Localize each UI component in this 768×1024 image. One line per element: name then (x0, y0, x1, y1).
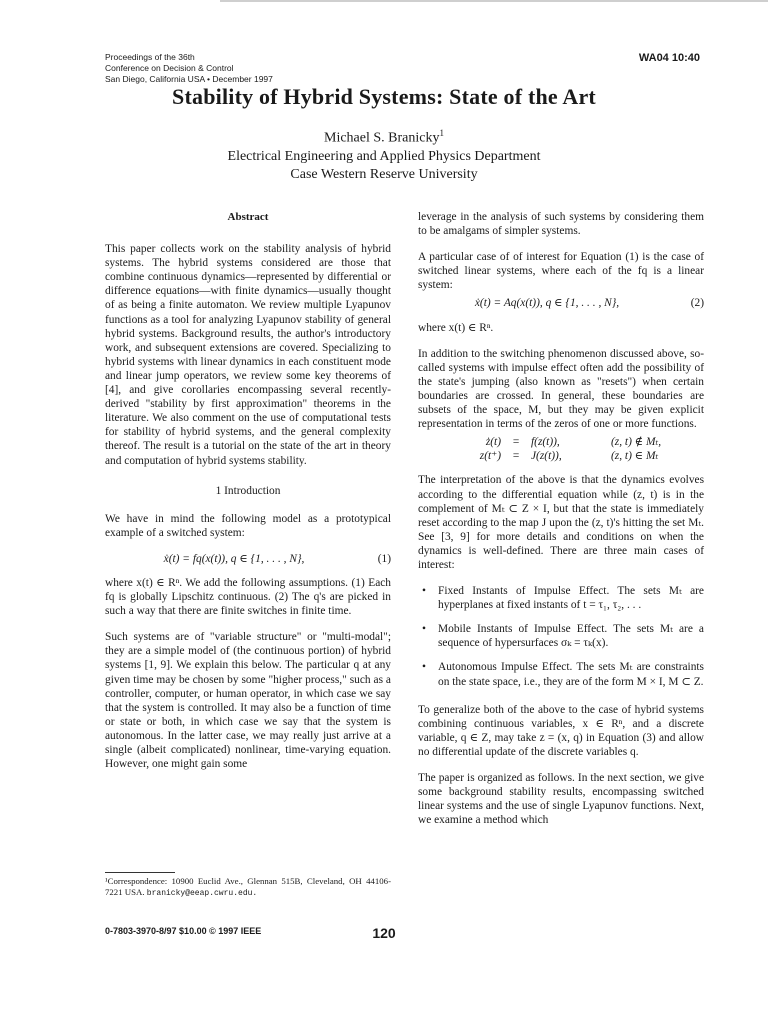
equation-body: ẋ(t) = Aq(x(t)), q ∈ {1, . . . , N}, (474, 297, 620, 310)
equation-number: (1) (377, 552, 391, 565)
list-item (422, 622, 704, 650)
footnote-mark: 1 (439, 128, 444, 138)
list-item-text: Mobile Instants of Impulse Effect. The sets Mₜ are a sequence of hypersurfaces σₖ = τₖ(x). (438, 623, 704, 650)
bullet-icon: • (422, 661, 426, 674)
equation-2 (418, 296, 704, 310)
equation-1 (105, 552, 391, 566)
list-item-text: Autonomous Impulse Effect. The sets Mₜ are constraints on the state space, i.e., they are of the form M × I, M ⊂ Z. (438, 661, 704, 688)
intro-paragraph: where x(t) ∈ Rⁿ. We add the following assumptions. (1) Each fq is globally Lipschitz continuous. (2) The q's are picked in such a way that there are finite switches in finite time. (105, 576, 391, 618)
author-department: Electrical Engineering and Applied Physics Department (227, 148, 541, 164)
footnote-text: ¹Correspondence: 10900 Euclid Ave., Glennan 515B, Cleveland, OH 44106-7221 USA. (105, 876, 391, 897)
list-item (422, 584, 704, 612)
scan-edge (220, 0, 768, 2)
right-column (418, 210, 704, 839)
body-paragraph: The interpretation of the above is that the dynamics evolves according to the differential equation while (z, t) is in the complement of Mₜ ⊂ Z × I, but that the state is immediately reset according to the map J upon the (z, t)'s hitting the set Mₜ. See [3, 9] for more details and conditions on when the dynamics is well-defined. There are three main cases of interest: (418, 474, 704, 571)
equation-row (418, 435, 704, 449)
intro-paragraph: We have in mind the following model as a prototypical example of a switched system: (105, 512, 391, 539)
equation-lhs: z(t⁺) (479, 450, 501, 463)
page-number: 120 (372, 925, 396, 941)
equation-op: = (512, 450, 520, 463)
equation-number: (2) (690, 297, 704, 310)
body-paragraph: A particular case of of interest for Equation (1) is the case of switched linear systems, where each of the fq is a linear system: (418, 251, 704, 292)
abstract-heading: Abstract (227, 211, 269, 223)
footnote (105, 876, 391, 899)
bullet-icon: • (422, 585, 426, 598)
footnote-rule (105, 872, 175, 873)
body-paragraph: leverage in the analysis of such systems by considering them to be amalgams of simpler systems. (418, 211, 704, 238)
copyright-line: 0-7803-3970-8/97 $10.00 © 1997 IEEE (105, 926, 262, 936)
left-column (105, 210, 391, 783)
abstract-text: This paper collects work on the stability analysis of hybrid systems. The hybrid systems considered are those that combine continuous dynamics—represented by differential or difference equations—with finite dynamics—usually thought of as being a finite automaton. We review multiple Lyapunov functions as a tool for analyzing Lyapunov stability of general hybrid systems. Background results, the author's introductory work, and subsequent extensions are covered. Specializing to hybrid systems with linear dynamics in each constituent mode and linear jump operators, we review some key theorems of [4], and give corollaries encompassing several recently-derived "stability by first approximation" theorems in the literature. We also comment on the use of computational tests for stability of hybrid systems, and the general complexity thereof. The result is a tutorial on the state of the art in theory and computation of hybrid systems stability. (105, 243, 391, 467)
equation-rhs: J(z(t)), (531, 450, 562, 463)
bullet-icon: • (422, 623, 426, 636)
equation-condition: (z, t) ∉ Mₜ, (611, 436, 662, 449)
session-code: WA04 10:40 (638, 52, 700, 64)
paper-title: Stability of Hybrid Systems: State of the Art (172, 84, 596, 109)
proceedings-line: San Diego, California USA • December 1997 (105, 74, 273, 84)
proceedings-line: Conference on Decision & Control (105, 63, 234, 73)
footnote-email: branicky@eeap.cwru.edu. (146, 889, 258, 898)
equation-op: = (512, 436, 520, 449)
body-paragraph: The paper is organized as follows. In the next section, we give some background stability results, encompassing switched linear systems and the use of single Lyapunov functions. Next, we examine a method which (418, 772, 704, 827)
author-name: Michael S. Branicky (324, 130, 440, 146)
intro-paragraph: Such systems are of "variable structure" or "multi-modal"; they are a simple model of (the continuous portion) of hybrid systems [1, 9]. We explain this below. The particular q at any given time may be chosen by some "higher process," such as a controller, computer, or human operator, in which case we say that the system is controlled. It may also be a function of time or state or both, in which case we say that the system is autonomous. In the latter case, we may really just arrive at a single (albeit complicated) nonlinear, time-varying equation. However, one might gain some (105, 631, 391, 771)
list-item (422, 660, 704, 688)
proceedings-info (105, 52, 365, 85)
bullet-list (418, 584, 704, 689)
proceedings-line: Proceedings of the 36th (105, 52, 195, 62)
equation-rhs: f(z(t)), (531, 436, 560, 449)
equation-3 (418, 435, 704, 463)
equation-row (418, 449, 704, 463)
author-university: Case Western Reserve University (290, 166, 478, 182)
body-paragraph: In addition to the switching phenomenon discussed above, so-called systems with impulse effect often add the possibility of the state's jumping (also known as "resets") when certain boundaries are crossed. In general, these boundaries are subsets of the space, M, but they may be given explicit representation in terms of the zeros of one or more functions. (418, 347, 704, 431)
body-paragraph: where x(t) ∈ Rⁿ. (418, 321, 494, 334)
author-block (0, 124, 768, 184)
equation-condition: (z, t) ∈ Mₜ (611, 450, 659, 463)
equation-body: ẋ(t) = fq(x(t)), q ∈ {1, . . . , N}, (163, 552, 305, 565)
equation-lhs: ż(t) (485, 436, 501, 449)
body-paragraph: To generalize both of the above to the case of hybrid systems combining continuous variables, x ∈ Rⁿ, and a discrete variable, q ∈ Z, may take z = (x, q) in Equation (3) and allow no differential update of the discrete variables q. (418, 703, 704, 758)
section-heading: 1 Introduction (215, 484, 281, 497)
list-item-text: Fixed Instants of Impulse Effect. The sets Mₜ are hyperplanes at fixed instants of t = τ₁, τ₂, . . . (438, 585, 704, 612)
